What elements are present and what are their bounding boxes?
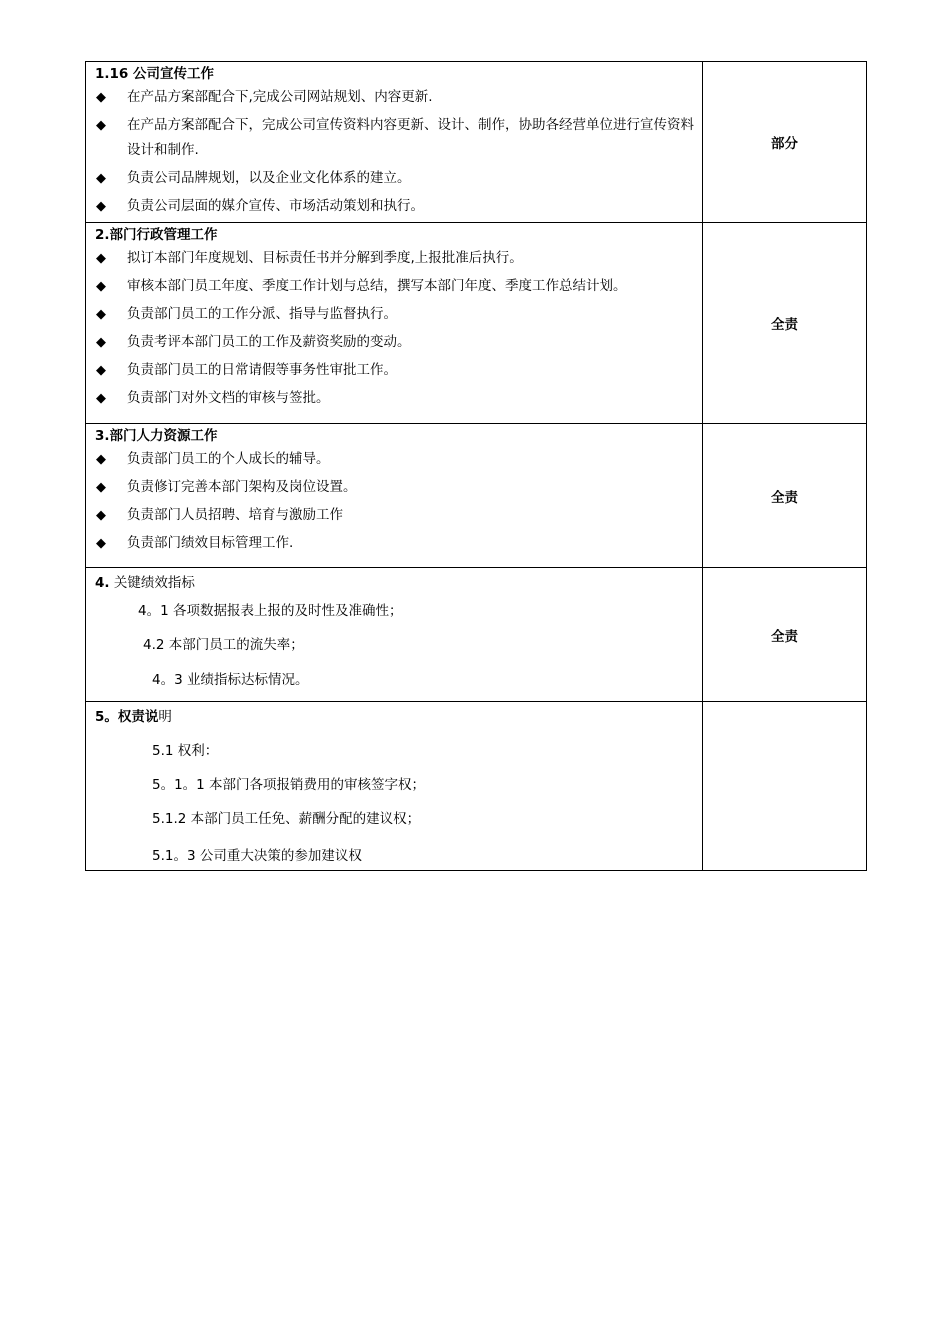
table-row [86, 62, 867, 223]
responsibility-cell: 全责 [703, 424, 867, 568]
list-item: ◆ 负责部门员工的工作分派、指导与监督执行。 [86, 301, 702, 329]
list-item: ◆ 负责部门员工的日常请假等事务性审批工作。 [86, 357, 702, 385]
section-title: 5。权责说明 [95, 709, 172, 725]
duty-description-cell [86, 702, 703, 871]
diamond-bullet-icon: ◆ [96, 90, 106, 105]
list-item: ◆ 在产品方案部配合下,完成公司网站规划、内容更新. [86, 84, 702, 112]
section-title: 3.部门人力资源工作 [95, 428, 218, 444]
responsibility-cell: 全责 [703, 223, 867, 424]
authority-item: 5.1.2 本部门员工任免、薪酬分配的建议权； [152, 811, 421, 827]
diamond-bullet-icon: ◆ [96, 480, 106, 495]
duty-list [86, 446, 702, 558]
list-item: ◆ 负责部门绩效目标管理工作. [86, 530, 702, 558]
table-row [86, 223, 867, 424]
diamond-bullet-icon: ◆ [96, 363, 106, 378]
duty-list [86, 245, 702, 413]
list-item: ◆ 在产品方案部配合下，完成公司宣传资料内容更新、设计、制作，协助各经营单位进行宣传资料设计和制作. [86, 112, 702, 165]
list-item: ◆ 负责修订完善本部门架构及岗位设置。 [86, 474, 702, 502]
section-title: 4. 关键绩效指标 [95, 575, 195, 591]
list-item: ◆ 负责部门员工的个人成长的辅导。 [86, 446, 702, 474]
diamond-bullet-icon: ◆ [96, 452, 106, 467]
diamond-bullet-icon: ◆ [96, 251, 106, 266]
diamond-bullet-icon: ◆ [96, 199, 106, 214]
kpi-item: 4.2 本部门员工的流失率； [143, 637, 304, 653]
diamond-bullet-icon: ◆ [96, 508, 106, 523]
table-row [86, 568, 867, 702]
authority-item: 5.1 权利： [152, 743, 219, 759]
authority-item: 5.1。3 公司重大决策的参加建议权 [152, 848, 362, 864]
section-title: 1.16 公司宣传工作 [95, 66, 215, 82]
duty-description-cell [86, 424, 703, 568]
diamond-bullet-icon: ◆ [96, 118, 106, 133]
responsibility-cell: 全责 [703, 568, 867, 702]
list-item: ◆ 审核本部门员工年度、季度工作计划与总结，撰写本部门年度、季度工作总结计划。 [86, 273, 702, 301]
responsibility-cell: 部分 [703, 62, 867, 223]
list-item: ◆ 负责部门对外文档的审核与签批。 [86, 385, 702, 413]
list-item: ◆ 负责公司品牌规划，以及企业文化体系的建立。 [86, 165, 702, 193]
diamond-bullet-icon: ◆ [96, 307, 106, 322]
diamond-bullet-icon: ◆ [96, 536, 106, 551]
diamond-bullet-icon: ◆ [96, 335, 106, 350]
diamond-bullet-icon: ◆ [96, 171, 106, 186]
diamond-bullet-icon: ◆ [96, 279, 106, 294]
duty-table [85, 61, 867, 871]
list-item: ◆ 负责部门人员招聘、培育与激励工作 [86, 502, 702, 530]
duty-description-cell [86, 568, 703, 702]
list-item: ◆ 负责公司层面的媒介宣传、市场活动策划和执行。 [86, 193, 702, 221]
table-row [86, 702, 867, 871]
duty-list [86, 84, 702, 221]
kpi-item: 4。3 业绩指标达标情况。 [152, 672, 309, 688]
section-title: 2.部门行政管理工作 [95, 227, 218, 243]
list-item: ◆ 拟订本部门年度规划、目标责任书并分解到季度,上报批准后执行。 [86, 245, 702, 273]
authority-item: 5。1。1 本部门各项报销费用的审核签字权； [152, 777, 426, 793]
kpi-item: 4。1 各项数据报表上报的及时性及准确性； [138, 603, 403, 619]
duty-description-cell [86, 223, 703, 424]
diamond-bullet-icon: ◆ [96, 391, 106, 406]
list-item: ◆ 负责考评本部门员工的工作及薪资奖励的变动。 [86, 329, 702, 357]
duty-description-cell [86, 62, 703, 223]
table-row [86, 424, 867, 568]
responsibility-cell [703, 702, 867, 871]
